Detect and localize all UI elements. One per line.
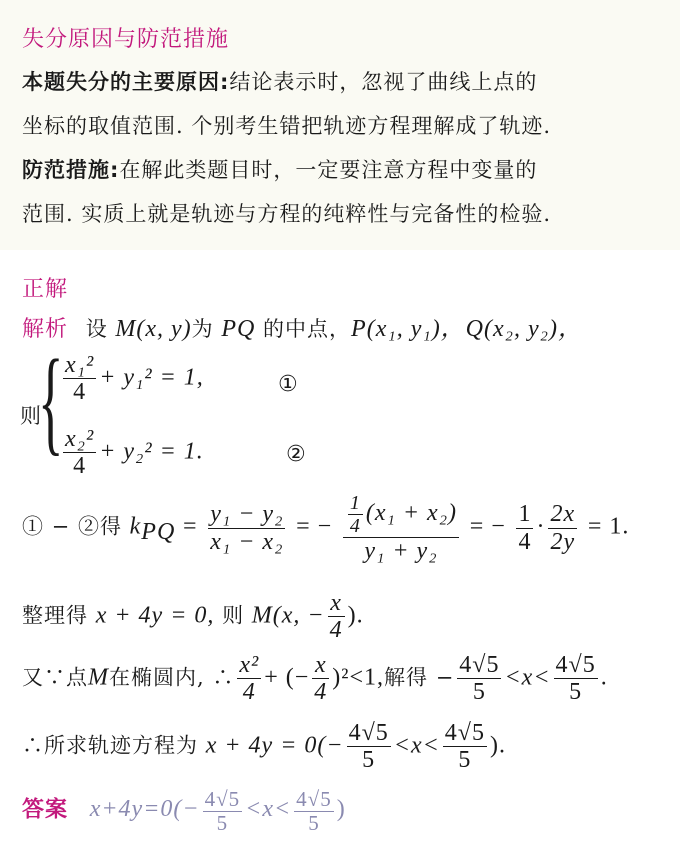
left-brace: { [38, 335, 64, 466]
sum-x: (x₁ + x₂) [365, 500, 458, 527]
ellipse-text-2: 在椭圆内, ∴ [109, 665, 235, 690]
line-equation: x + 4y = 0, [95, 602, 215, 629]
cause-label: 本题失分的主要原因: [22, 70, 230, 94]
answer-label: 答案 [22, 797, 69, 823]
slope-fraction-4 [548, 501, 577, 555]
slope-fraction-1 [208, 501, 285, 555]
ze-label: 则 [20, 404, 42, 428]
trajectory-frac-1 [347, 720, 391, 774]
answer-eq: x+4y=0(− [89, 796, 200, 823]
ellipse-ineq: )²<1, [332, 664, 385, 691]
prevention-text: 在解此类题目时，一定要注意方程中变量的 [119, 158, 538, 182]
m-frac-num: x [328, 590, 345, 617]
answer-f1-den: 5 [216, 811, 229, 836]
ellipse-frac-3 [457, 652, 501, 706]
trajectory-eq: x + 4y = 0(− [205, 732, 344, 759]
eq1-numerator: x₁² [65, 352, 95, 378]
section1-line4: 范围. 实质上就是轨迹与方程的纯粹性与完备性的检验. [22, 202, 552, 226]
ellipse-solve: 解得 − [384, 665, 455, 690]
dot: · [536, 513, 546, 540]
trajectory-f1-num: 4√5 [348, 720, 389, 746]
ellipse-frac-2 [312, 652, 329, 706]
answer-frac-1 [203, 788, 243, 835]
eq-sign-3: = − [469, 513, 506, 540]
slope-f1-num: y₁ − y₂ [210, 501, 284, 528]
analysis-label: 解析 [22, 317, 69, 342]
slope-prefix: ① − ②得 [22, 514, 122, 539]
simplify-line [22, 590, 364, 644]
ellipse-text-1: 又∵点 [22, 665, 88, 690]
m-coords: M(x, − [251, 602, 325, 629]
ellipse-plus: + (− [264, 664, 310, 691]
eq1-marker: ① [278, 372, 298, 397]
trajectory-f2-den: 5 [458, 747, 472, 774]
ellipse-m: M [88, 664, 109, 691]
m-fraction [328, 590, 345, 644]
eq2-numerator: x₂² [65, 426, 95, 452]
answer-frac-2 [294, 788, 334, 835]
ellipse-f1-den: 4 [242, 679, 256, 706]
slope-k-subscript: PQ [141, 518, 176, 545]
trajectory-end: ). [489, 732, 506, 759]
equation-2 [60, 426, 204, 480]
eq1-fraction [63, 352, 96, 406]
slope-f2-num [343, 492, 459, 538]
eq1-denominator: 4 [73, 379, 87, 406]
slope-f3-num: 1 [518, 501, 532, 528]
section1-line3 [22, 154, 537, 184]
trajectory-text: ∴所求轨迹方程为 [22, 733, 198, 758]
section1-line2: 坐标的取值范围. 个别考生错把轨迹方程理解成了轨迹. [22, 114, 552, 138]
answer-close: ) [336, 796, 346, 823]
analysis-line [22, 308, 583, 343]
eq-sign-2: = − [296, 513, 333, 540]
eq2-rest: + y₂² = 1. [99, 438, 204, 465]
simplify-text: 整理得 [22, 603, 88, 628]
ellipse-frac-4 [554, 652, 598, 706]
trajectory-range: <x< [393, 732, 440, 759]
slope-f2-den: y₁ + y₂ [364, 538, 438, 564]
answer-line [22, 788, 346, 835]
quarter-den: 4 [349, 515, 361, 537]
section2-title: 正解 [22, 277, 69, 302]
m-frac-den: 4 [329, 617, 343, 644]
segment-pq: PQ [221, 316, 256, 342]
ellipse-f2-den: 4 [314, 679, 328, 706]
slope-end: = 1. [587, 513, 630, 540]
slope-fraction-3 [516, 501, 533, 555]
ellipse-f3-num: 4√5 [459, 652, 500, 678]
section1-title: 失分原因与防范措施 [22, 27, 230, 52]
slope-f1-den: x₁ − x₂ [210, 528, 284, 555]
trajectory-f2-num: 4√5 [444, 720, 485, 746]
ellipse-f1-num: x² [239, 652, 260, 678]
ellipse-end: . [600, 664, 608, 691]
answer-math [89, 787, 346, 836]
trajectory-line [22, 720, 506, 774]
ellipse-range: <x< [504, 664, 551, 691]
analysis-text-2: 为 [191, 317, 222, 341]
points-pq: P(x₁, y₁)，Q(x₂, y₂)， [351, 316, 583, 342]
answer-f2-num: 4√5 [296, 787, 332, 811]
trajectory-f1-den: 5 [362, 747, 376, 774]
cause-text: 结论表示时，忽视了曲线上点的 [229, 70, 538, 94]
slope-fraction-2 [343, 492, 459, 564]
analysis-text-1: 设 [85, 317, 116, 341]
then-text: 则 [222, 603, 245, 628]
ellipse-f4-den: 5 [569, 679, 583, 706]
ellipse-f4-num: 4√5 [555, 652, 596, 678]
quarter-num: 1 [349, 492, 361, 514]
slope-line [22, 492, 629, 564]
eq1-rest: + y₁² = 1, [99, 364, 204, 391]
eq2-marker: ② [286, 442, 306, 467]
analysis-text-3: 的中点， [255, 317, 352, 341]
eq-sign-1: = [182, 513, 198, 540]
slope-k: k [129, 513, 142, 540]
section1-line1 [22, 66, 537, 96]
prevention-label: 防范措施: [22, 158, 120, 182]
ellipse-f2-num: x [312, 652, 329, 679]
equation-1 [60, 352, 204, 406]
eq2-denominator: 4 [73, 453, 87, 480]
m-close: ). [347, 602, 364, 629]
ellipse-line [22, 652, 608, 706]
ellipse-f3-den: 5 [472, 679, 486, 706]
quarter-fraction [348, 492, 363, 537]
ellipse-frac-1 [237, 652, 261, 706]
eq2-fraction [63, 426, 96, 480]
trajectory-frac-2 [443, 720, 487, 774]
slope-f3-den: 4 [518, 528, 532, 555]
answer-f1-num: 4√5 [204, 787, 241, 811]
slope-f4-den: 2y [550, 528, 576, 555]
answer-f2-den: 5 [308, 811, 320, 836]
slope-f4-num: 2x [550, 501, 576, 528]
answer-range: <x< [245, 796, 292, 823]
point-m: M(x, y) [115, 316, 192, 342]
